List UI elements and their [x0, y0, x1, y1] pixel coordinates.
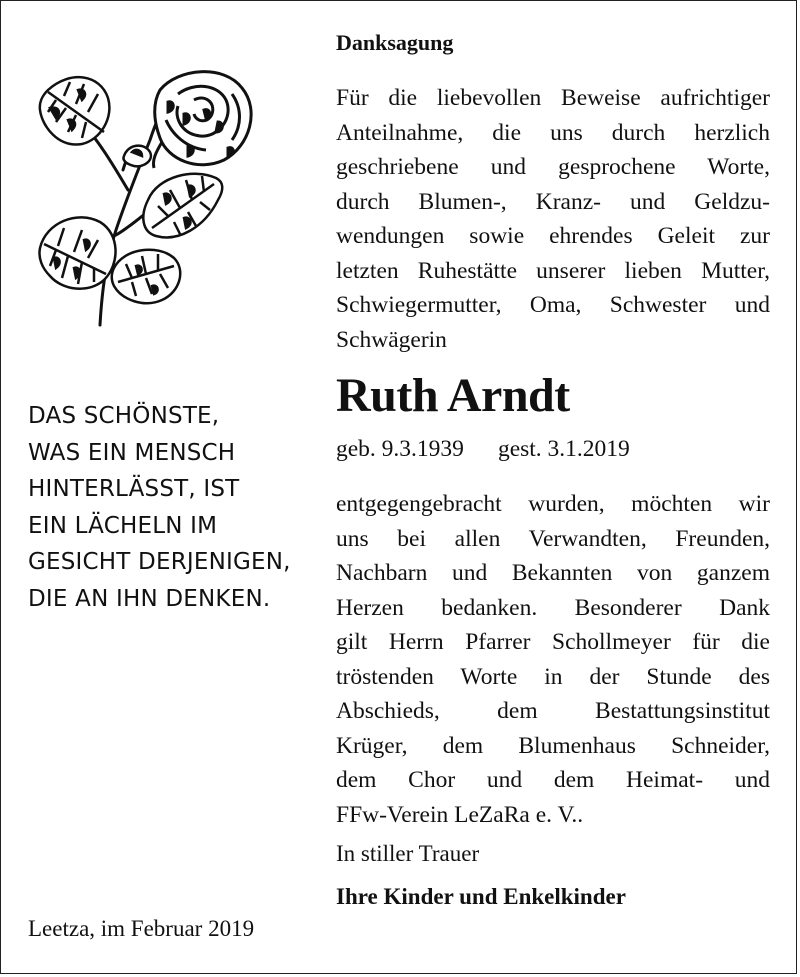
thanks-paragraph-intro	[336, 81, 770, 357]
quote-line: GESICHT DERJENIGEN,	[28, 549, 291, 576]
quote-line: HINTERLÄSST, IST	[28, 476, 240, 503]
heading-danksagung: Danksagung	[336, 30, 454, 55]
paragraph-line: Krüger, dem Blumenhaus Schneider,	[336, 732, 770, 759]
paragraph-line: FFw-Verein LeZaRa e. V..	[336, 801, 584, 828]
paragraph-line: geschriebene und gesprochene Worte,	[336, 154, 770, 180]
rose-illustration	[28, 60, 278, 330]
paragraph-line: Anteilnahme, die uns durch herzlich	[336, 119, 770, 146]
deceased-name: Ruth Arndt	[336, 369, 570, 422]
paragraph-line: Schwägerin	[336, 326, 447, 353]
thanks-paragraph-main	[336, 487, 770, 832]
quote-line: DAS SCHÖNSTE,	[28, 403, 220, 429]
signature: Ihre Kinder und Enkelkinder	[336, 884, 626, 909]
death-date: gest. 3.1.2019	[497, 436, 630, 462]
paragraph-line: Schwiegermutter, Oma, Schwester und	[336, 292, 770, 318]
paragraph-line: wendungen sowie ehrendes Geleit zur	[336, 223, 770, 249]
life-dates	[336, 436, 770, 463]
paragraph-line: letzten Ruhestätte unserer lieben Mutter,	[336, 257, 770, 284]
place-date: Leetza, im Februar 2019	[28, 916, 255, 941]
quote-line: EIN LÄCHELN IM	[28, 512, 218, 539]
paragraph-line: Abschieds, dem Bestattungsinstitut	[336, 698, 770, 724]
quote-line: DIE AN IHN DENKEN.	[28, 585, 271, 612]
paragraph-line: uns bei allen Verwandten, Freunden,	[336, 525, 770, 552]
paragraph-line: Herzen bedanken. Besonderer Dank	[336, 594, 770, 621]
paragraph-line: tröstenden Worte in der Stunde des	[336, 663, 770, 690]
paragraph-line: Für die liebevollen Beweise aufrichtiger	[336, 85, 770, 111]
memorial-quote	[28, 398, 328, 618]
paragraph-line: dem Chor und dem Heimat- und	[336, 767, 770, 793]
birth-date: geb. 9.3.1939	[336, 436, 464, 462]
quote-line: WAS EIN MENSCH	[28, 439, 236, 466]
paragraph-line: entgegengebracht wurden, möchten wir	[336, 491, 770, 517]
paragraph-line: durch Blumen-, Kranz- und Geldzu-	[336, 188, 770, 215]
paragraph-line: gilt Herrn Pfarrer Schollmeyer für die	[336, 629, 770, 655]
closing-phrase: In stiller Trauer	[336, 841, 480, 866]
paragraph-line: Nachbarn und Bekannten von ganzem	[336, 560, 770, 586]
